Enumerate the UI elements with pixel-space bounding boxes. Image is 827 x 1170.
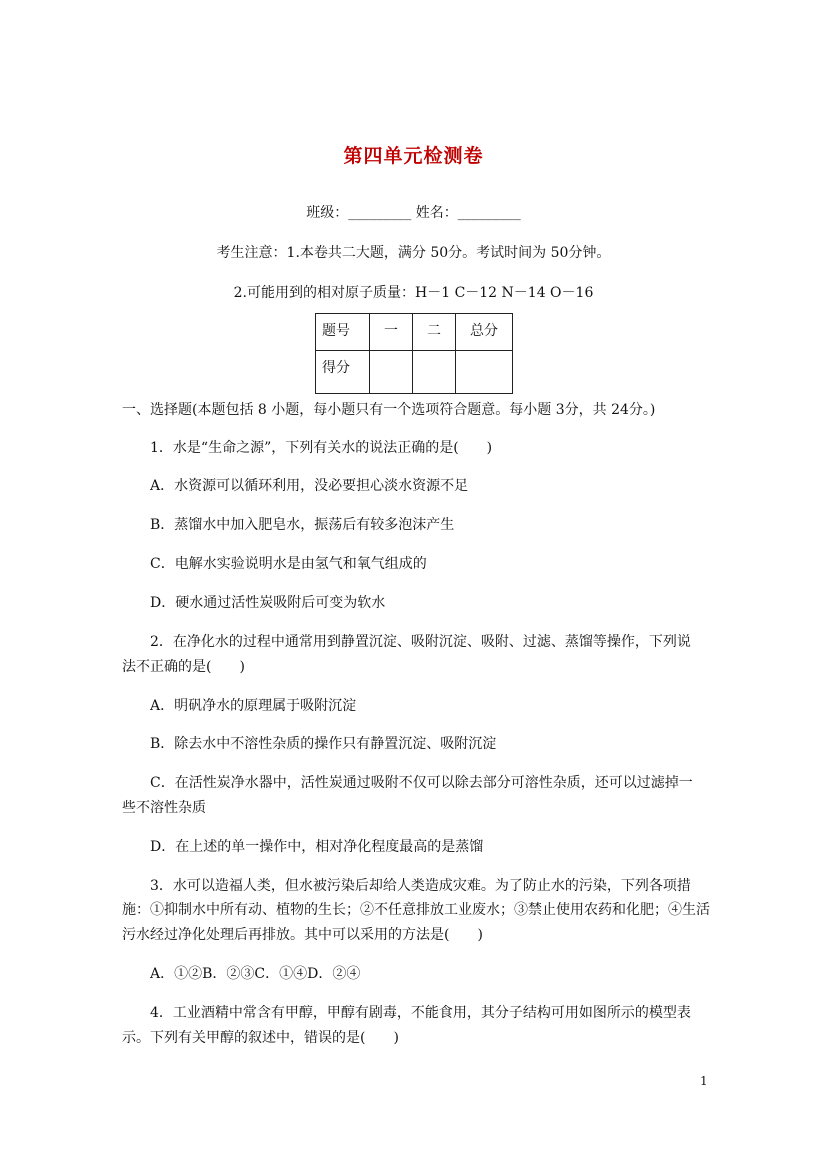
question-3-stem: 3．水可以造福人类，但水被污染后却给人类造成灾难。为了防止水的污染，下列各项措	[150, 878, 691, 894]
score-table-empty-cell	[370, 351, 413, 394]
score-table-empty-cell	[413, 351, 456, 394]
question-2-option-b: B．除去水中不溶性杂质的操作只有静置沉淀、吸附沉淀	[150, 736, 497, 752]
notice-line-1: 考生注意：1.本卷共二大题，满分 50分。考试时间为 50分钟。	[216, 245, 611, 261]
question-3-options: A．①②B．②③C．①④D．②④	[150, 966, 361, 982]
question-2-stem: 2．在净化水的过程中通常用到静置沉淀、吸附沉淀、吸附、过滤、蒸馏等操作，下列说	[150, 634, 691, 650]
question-1-option-a: A．水资源可以循环利用，没必要担心淡水资源不足	[150, 478, 469, 494]
score-table	[315, 313, 513, 394]
section-heading: 一、选择题(本题包括 8 小题，每小题只有一个选项符合题意。每小题 3分，共 24分。)	[122, 402, 656, 418]
score-table-cell: 二	[413, 314, 456, 351]
score-table-score-row	[316, 351, 513, 394]
score-table-cell: 题号	[316, 314, 370, 351]
class-name-line: 班级：_________ 姓名：_________	[306, 205, 521, 221]
question-3-stem-continued: 污水经过净化处理后再排放。其中可以采用的方法是( )	[122, 927, 483, 943]
score-table-header-row	[316, 314, 513, 351]
score-table-empty-cell	[456, 351, 513, 394]
page-number: 1	[700, 1074, 708, 1088]
question-3-stem-continued: 施：①抑制水中所有动、植物的生长；②不任意排放工业废水；③禁止使用农药和化肥；④生活	[122, 902, 710, 918]
question-2-option-d: D．在上述的单一操作中，相对净化程度最高的是蒸馏	[150, 839, 484, 855]
score-table-cell: 总分	[456, 314, 513, 351]
question-4-stem-continued: 示。下列有关甲醇的叙述中，错误的是( )	[122, 1030, 399, 1046]
score-table-cell: 一	[370, 314, 413, 351]
question-1-option-c: C．电解水实验说明水是由氢气和氧气组成的	[150, 556, 427, 572]
score-table-row-label: 得分	[316, 351, 370, 394]
notice-line-2: 2.可能用到的相对原子质量：H－1 C－12 N－14 O－16	[233, 285, 594, 301]
question-1-stem: 1．水是“生命之源”，下列有关水的说法正确的是( )	[150, 440, 493, 456]
question-1-option-d: D．硬水通过活性炭吸附后可变为软水	[150, 595, 386, 611]
question-2-option-c-continued: 些不溶性杂质	[122, 800, 206, 816]
question-1-option-b: B．蒸馏水中加入肥皂水，振荡后有较多泡沫产生	[150, 517, 455, 533]
question-4-stem: 4．工业酒精中常含有甲醇，甲醇有剧毒，不能食用，其分子结构可用如图所示的模型表	[150, 1005, 691, 1021]
question-2-option-a: A．明矾净水的原理属于吸附沉淀	[150, 698, 357, 714]
question-2-option-c: C．在活性炭净水器中，活性炭通过吸附不仅可以除去部分可溶性杂质，还可以过滤掉一	[150, 775, 693, 791]
question-2-stem-continued: 法不正确的是( )	[122, 659, 245, 675]
page-title: 第四单元检测卷	[343, 145, 484, 167]
